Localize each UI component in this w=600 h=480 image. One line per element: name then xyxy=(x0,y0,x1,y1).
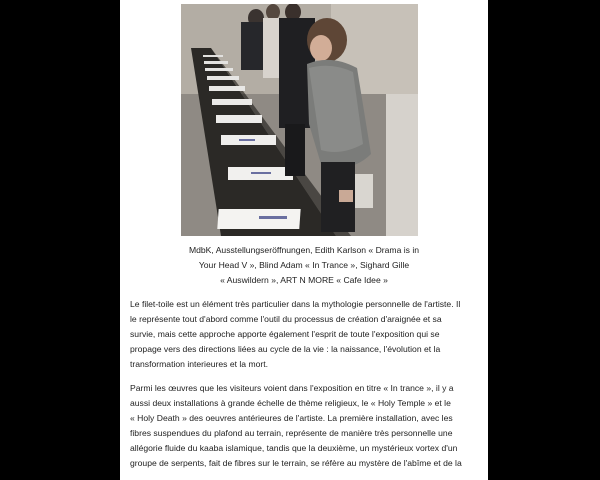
caption-line: Your Head V », Blind Adam « In Trance », Sighard Gille xyxy=(198,260,410,270)
caption-line: MdbK, Ausstellungseröffnungen, Edith Karlson « Drama is in xyxy=(188,245,420,255)
exhibition-photo xyxy=(181,4,418,236)
paragraph-line: « Holy Death » des oeuvres antérieures de l'artiste. La première installation, avec les xyxy=(130,413,453,423)
article-paragraph-1 xyxy=(130,297,475,372)
photo-caption xyxy=(140,243,468,288)
paragraph-line: allégorie fluide du kaaba islamique, tandis que la deuxième, un mystérieux vortex d'un xyxy=(130,443,458,453)
article-page xyxy=(120,0,488,480)
paragraph-line: Le filet-toile est un élément très particulier dans la mythologie personnelle de l'artiste. Il xyxy=(130,299,461,309)
paragraph-line: le représente tout d'abord comme l'outil du processus de création d'araignée et sa xyxy=(130,314,442,324)
paragraph-line: propage vers des directions liées au cycle de la vie : la naissance, l'évolution et la xyxy=(130,344,441,354)
paragraph-line: transformation interieures et la mort. xyxy=(130,359,269,369)
paragraph-line: aussi deux installations à grande échelle de thème religieux, le « Holy Temple » et le xyxy=(130,398,451,408)
article-paragraph-2 xyxy=(130,381,475,471)
paragraph-line: survie, mais cette approche apporte également l'esprit de toute l'exposition qui se xyxy=(130,329,440,339)
paragraph-line: groupe de serpents, fait de fibres sur le terrain, se réfère au mystère de l'abîme et de la xyxy=(130,458,462,468)
paragraph-line: Parmi les œuvres que les visiteurs voient dans l'exposition en titre « In trance », il y a xyxy=(130,383,454,393)
paragraph-line: fibres suspendues du plafond au terrain, représente de manière très personnelle une xyxy=(130,428,453,438)
caption-line: « Auswildern », ART N MORE « Cafe Idee » xyxy=(220,275,388,285)
